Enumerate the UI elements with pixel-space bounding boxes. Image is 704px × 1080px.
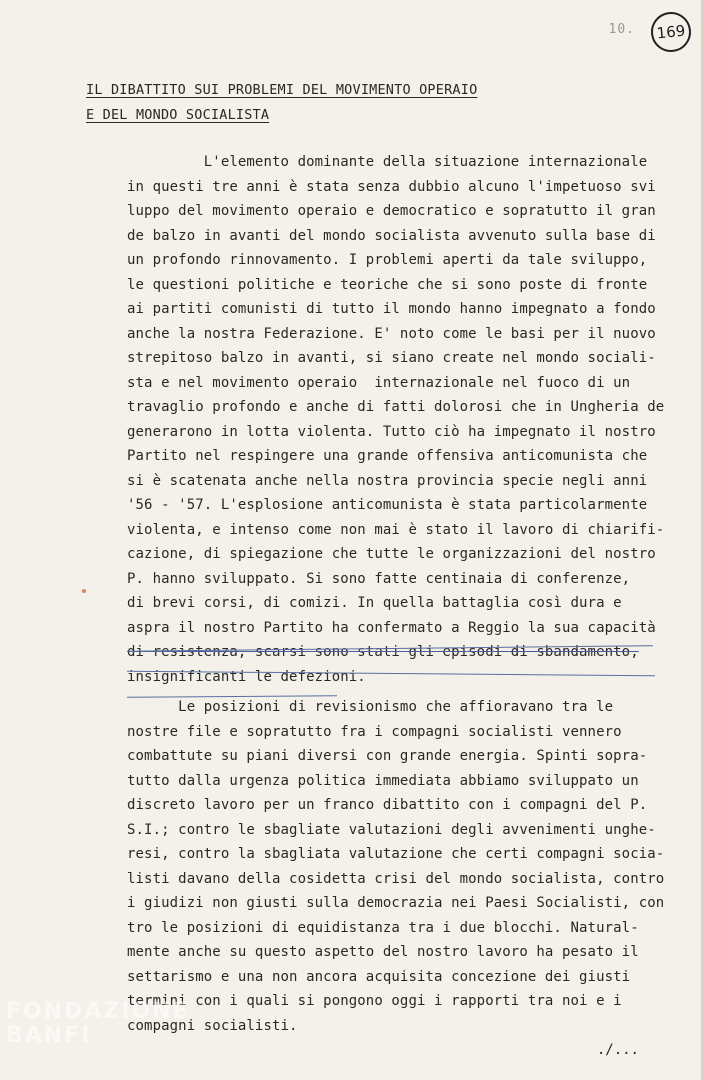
text-line: de balzo in avanti del mondo socialista avvenuto sulla base di — [127, 227, 656, 244]
text-line: un profondo rinnovamento. I problemi aperti da tale sviluppo, — [127, 252, 648, 268]
text-line: si è scatenata anche nella nostra provincia specie negli anni — [127, 472, 648, 489]
document-body — [127, 150, 667, 1038]
text-line: mente anche su questo aspetto del nostro lavoro ha pesato il — [127, 944, 639, 960]
text-line: '56 - '57. L'esplosione anticomunista è stata particolarmente — [127, 497, 648, 513]
text-line: strepitoso balzo in avanti, si siano create nel mondo sociali- — [127, 350, 656, 366]
text-line: S.I.; contro le sbagliate valutazioni degli avvenimenti unghe- — [127, 821, 656, 838]
text-line: di brevi corsi, di comizi. In quella battaglia così dura e — [127, 595, 622, 611]
text-line: termini con i quali si pongono oggi i rapporti tra noi e i — [127, 993, 622, 1009]
text-line: settarismo e una non ancora acquisita concezione dei giusti — [127, 968, 631, 985]
watermark-line: BANFI — [6, 1023, 92, 1048]
text-line: resi, contro la sbagliata valutazione che certi compagni socia- — [127, 846, 665, 862]
text-line: combattute su piani diversi con grande energia. Spinti sopra- — [127, 748, 648, 764]
text-line: travaglio profondo e anche di fatti dolorosi che in Ungheria de — [127, 399, 665, 415]
text-line: sta e nel movimento operaio internazionale nel fuoco di un — [127, 374, 631, 391]
text-line-highlighted: aspra il nostro Partito ha confermato a Reggio la sua capacità — [127, 619, 656, 636]
text-line: i giudizi non giusti sulla democrazia nei Paesi Socialisti, con — [127, 895, 665, 911]
text-line-highlighted: insignificanti le defezioni. — [127, 668, 366, 685]
text-line: nostre file e sopratutto fra i compagni socialisti vennero — [127, 723, 622, 740]
text-line: Le posizioni di revisionismo che affioravano tra le — [127, 699, 614, 715]
text-line: tro le posizioni di equidistanza tra i due blocchi. Natural- — [127, 919, 639, 936]
text-line: in questi tre anni è stata senza dubbio alcuno l'impetuoso svi — [127, 178, 656, 195]
ink-mark — [82, 589, 86, 593]
paragraph-2 — [127, 695, 667, 1038]
text-line: compagni socialisti. — [127, 1017, 298, 1034]
text-line: tutto dalla urgenza politica immediata abbiamo sviluppato un — [127, 772, 639, 789]
watermark — [6, 1000, 190, 1048]
archive-stamp: 169 — [649, 10, 693, 54]
document-title — [86, 78, 477, 128]
text-line: luppo del movimento operaio e democratico e sopratutto il gran — [127, 203, 656, 219]
continuation-mark: ./... — [596, 1042, 639, 1058]
title-line: IL DIBATTITO SUI PROBLEMI DEL MOVIMENTO OPERAIO — [86, 82, 478, 98]
text-line-highlighted: di resistenza, scarsi sono stati gli episodi di sbandamento, — [127, 644, 639, 660]
text-line: L'elemento dominante della situazione internazionale — [127, 154, 648, 170]
title-line: E DEL MONDO SOCIALISTA — [86, 107, 270, 123]
text-line: le questioni politiche e teoriche che si sono poste di fronte — [127, 276, 648, 293]
text-line: violenta, e intenso come non mai è stato il lavoro di chiarifi- — [127, 521, 665, 538]
text-line: generarono in lotta violenta. Tutto ciò ha impegnato il nostro — [127, 423, 656, 440]
text-line: anche la nostra Federazione. E' noto come le basi per il nuovo — [127, 325, 656, 342]
text-line: discreto lavoro per un franco dibattito con i compagni del P. — [127, 797, 648, 813]
page-number: 10. — [608, 22, 635, 37]
paragraph-1 — [127, 150, 667, 689]
text-line: Partito nel respingere una grande offensiva anticomunista che — [127, 448, 648, 464]
text-line: ai partiti comunisti di tutto il mondo hanno impegnato a fondo — [127, 301, 656, 317]
text-line: listi davano della cosidetta crisi del mondo socialista, contro — [127, 870, 665, 887]
text-line: cazione, di spiegazione che tutte le organizzazioni del nostro — [127, 546, 656, 562]
watermark-line: FONDAZIONE — [6, 999, 190, 1024]
text-line: P. hanno sviluppato. Si sono fatte centinaia di conferenze, — [127, 570, 631, 587]
